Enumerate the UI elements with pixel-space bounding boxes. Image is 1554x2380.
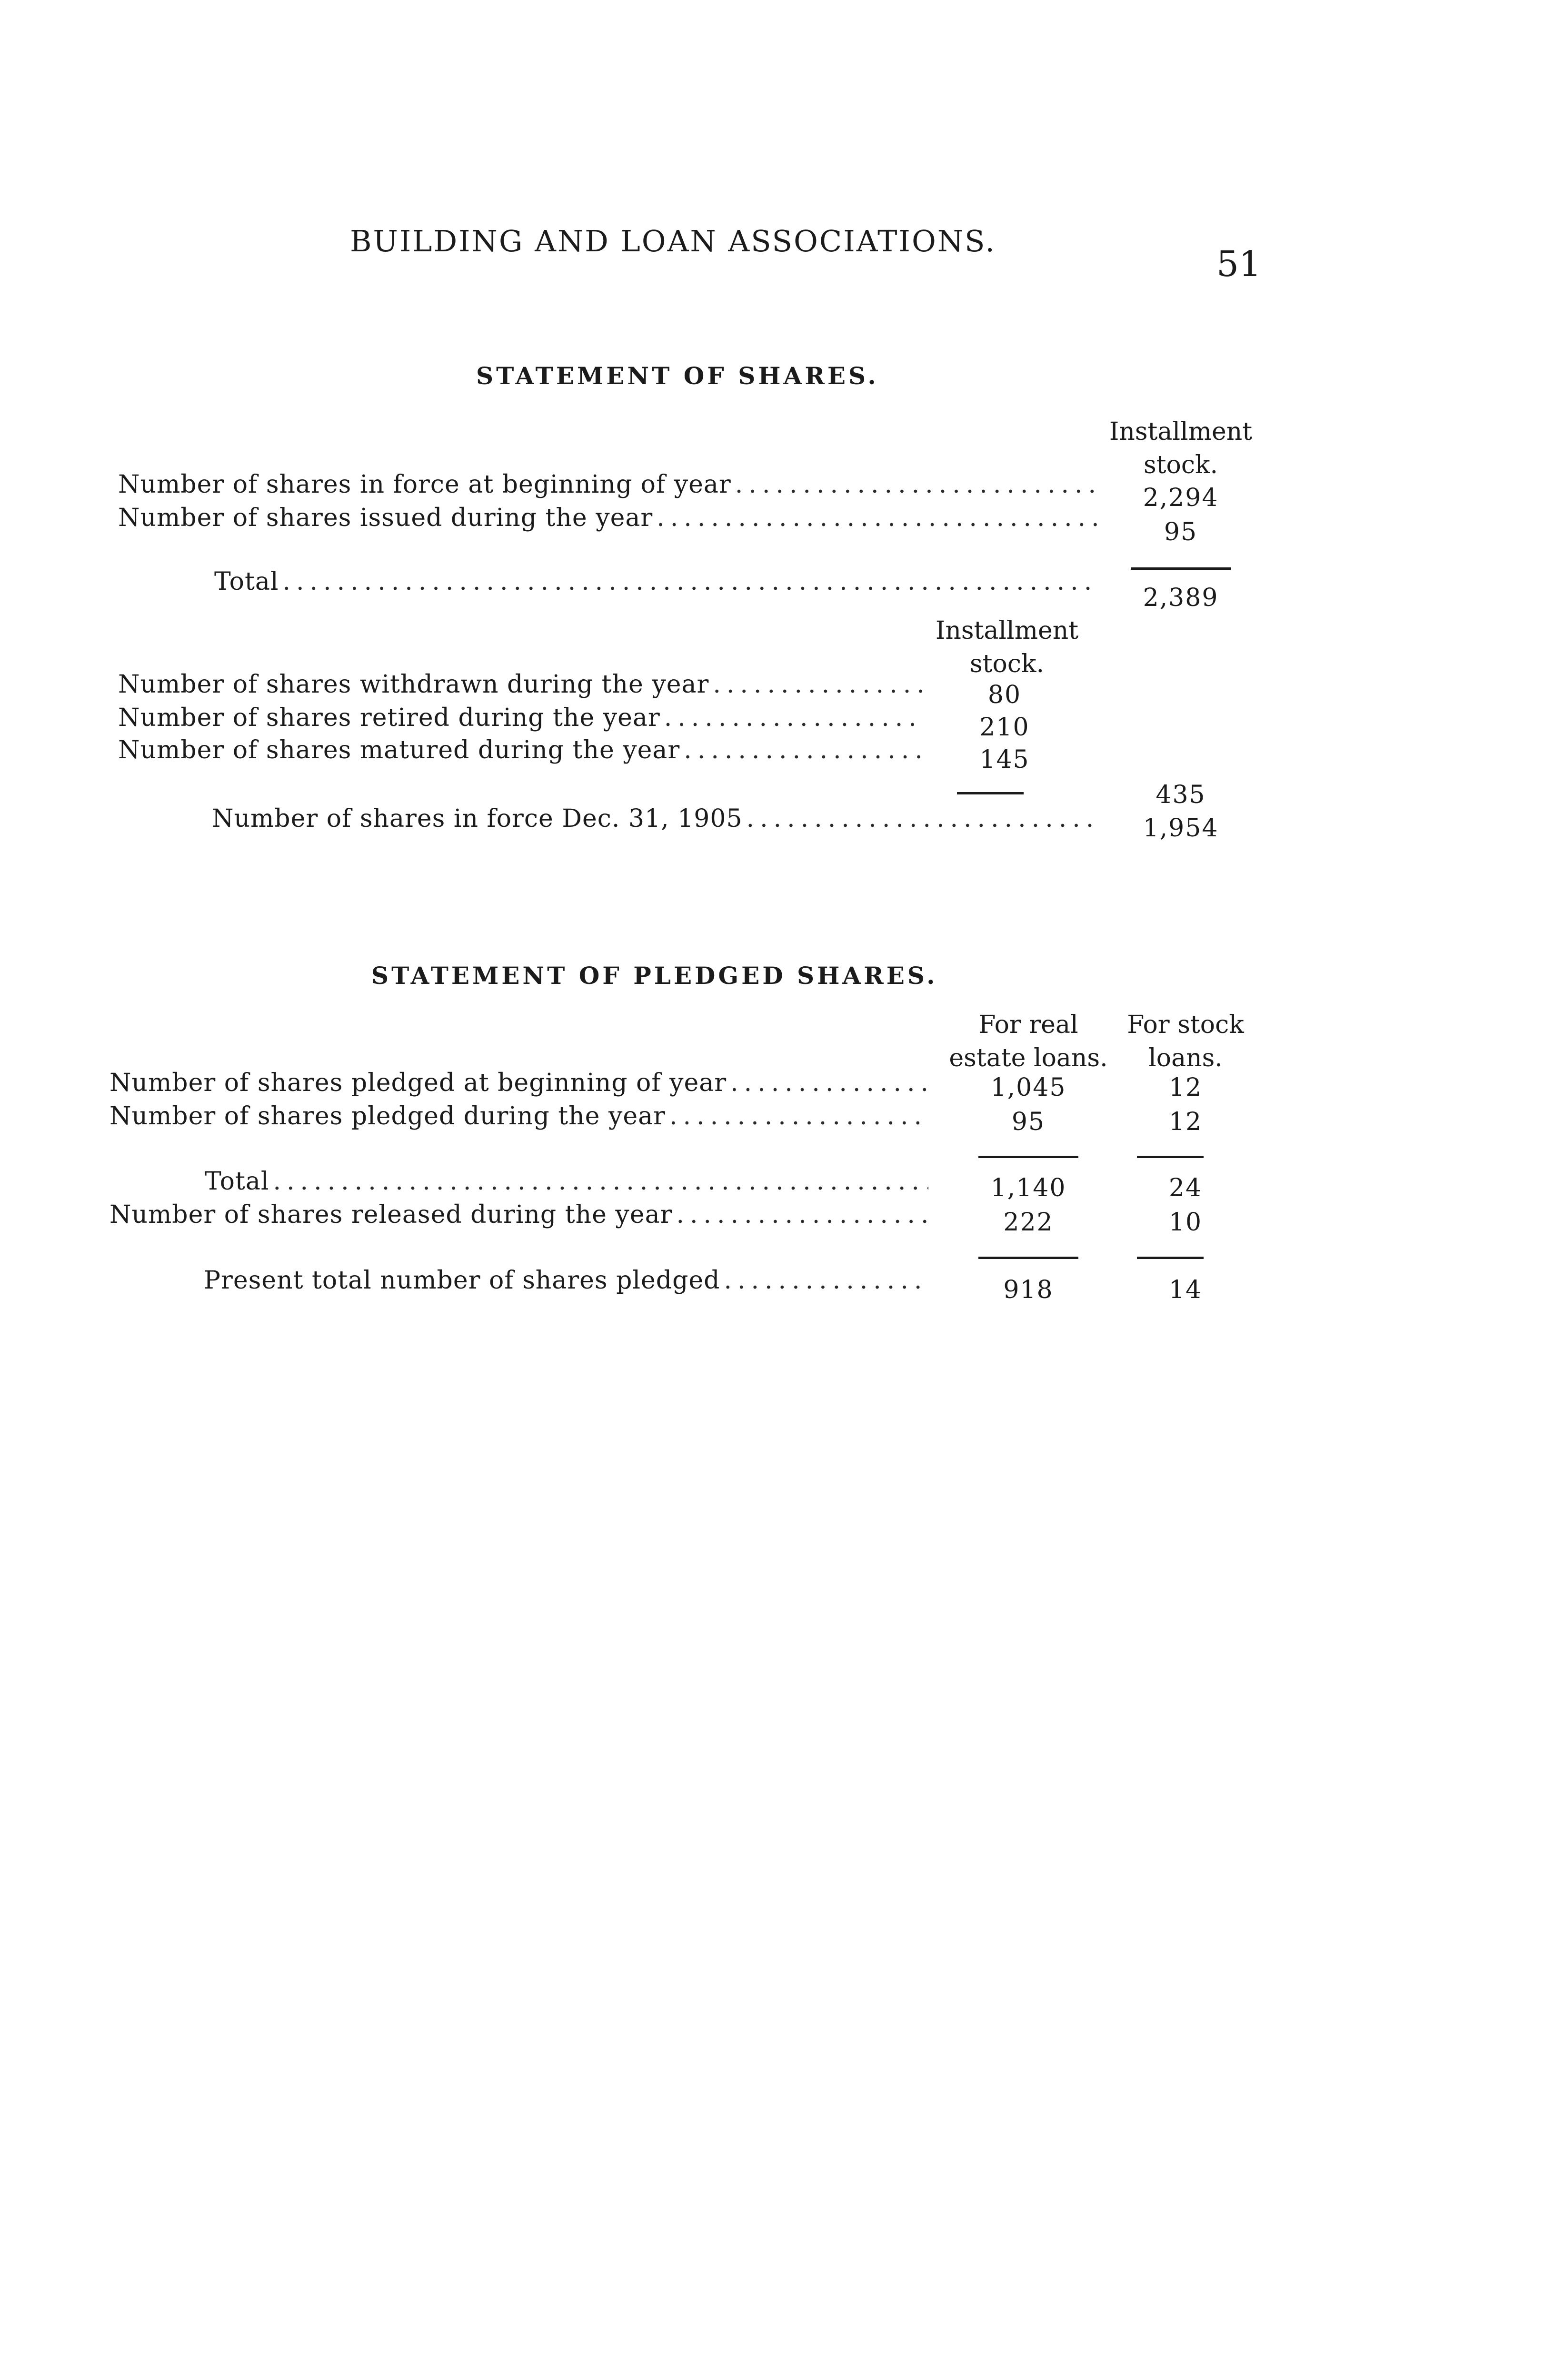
shares-col-inner-line2: stock. — [969, 650, 1045, 678]
shares-total-value: 2,389 — [1143, 584, 1219, 612]
page-number: 51 — [1216, 244, 1262, 285]
shares-row-beginning — [118, 470, 1099, 499]
shares-deduction-withdrawn — [118, 670, 923, 699]
pledged-total-real-estate-value: 1,140 — [990, 1174, 1066, 1202]
pledged-total-row — [205, 1167, 928, 1196]
pledged-row-stock-value: 12 — [1168, 1073, 1203, 1102]
shares-deductions-total: 435 — [1156, 781, 1206, 809]
pledged-col-real-estate-line2: estate loans. — [949, 1044, 1108, 1072]
pledged-row-stock-value: 12 — [1168, 1108, 1203, 1136]
pledged-col-stock-line1: For stock — [1127, 1011, 1244, 1039]
running-title: BUILDING AND LOAN ASSOCIATIONS. — [350, 224, 996, 258]
shares-deduction-retired — [118, 704, 923, 732]
pledged-column-header-stock — [1114, 1008, 1257, 1075]
pledged-total-label: Total — [205, 1167, 269, 1196]
shares-col-inner-line1: Installment — [935, 616, 1079, 645]
shares-total-row — [214, 567, 1099, 596]
pledged-subtotal-rule-stock — [1137, 1156, 1204, 1158]
shares-deduction-label: Number of shares matured during the year — [118, 736, 680, 764]
pledged-col-stock-line2: loans. — [1148, 1044, 1223, 1072]
shares-deduction-rule — [957, 792, 1024, 794]
shares-total-label: Total — [214, 567, 279, 596]
shares-row-value: 2,294 — [1143, 484, 1219, 512]
pledged-present-stock-value: 14 — [1168, 1276, 1203, 1304]
pledged-present-rule-stock — [1137, 1257, 1204, 1259]
shares-column-header-right — [1086, 415, 1276, 482]
shares-deduction-label: Number of shares withdrawn during the year — [118, 670, 709, 699]
pledged-row-label: Number of shares pledged at beginning of year — [110, 1069, 727, 1097]
pledged-present-row — [204, 1266, 928, 1295]
pledged-released-real-estate-value: 222 — [1003, 1208, 1054, 1237]
shares-section-title: STATEMENT OF SHARES. — [476, 362, 879, 390]
pledged-present-rule-real-estate — [978, 1257, 1078, 1259]
pledged-row-during — [110, 1102, 928, 1130]
shares-subtotal-rule — [1131, 567, 1231, 570]
shares-col-right-line1: Installment — [1109, 417, 1253, 446]
shares-deduction-value: 80 — [987, 681, 1022, 709]
pledged-released-row — [110, 1200, 928, 1229]
shares-row-label: Number of shares issued during the year — [118, 504, 653, 532]
shares-in-force-row — [212, 804, 1099, 833]
pledged-row-real-estate-value: 1,045 — [990, 1073, 1066, 1102]
pledged-present-real-estate-value: 918 — [1003, 1276, 1054, 1304]
pledged-column-header-real-estate — [928, 1008, 1128, 1075]
shares-deduction-label: Number of shares retired during the year — [118, 704, 660, 732]
shares-deduction-value: 145 — [979, 745, 1030, 774]
pledged-total-stock-value: 24 — [1168, 1174, 1203, 1202]
shares-column-header-inner — [912, 614, 1102, 681]
pledged-subtotal-rule-real-estate — [978, 1156, 1078, 1158]
pledged-present-label: Present total number of shares pledged — [204, 1266, 720, 1295]
pledged-row-beginning — [110, 1069, 928, 1097]
shares-row-label: Number of shares in force at beginning of year — [118, 470, 731, 499]
shares-col-right-line2: stock. — [1143, 451, 1218, 479]
pledged-released-stock-value: 10 — [1168, 1208, 1203, 1237]
pledged-released-label: Number of shares released during the year — [110, 1200, 673, 1229]
shares-in-force-value: 1,954 — [1143, 814, 1219, 843]
shares-row-issued — [118, 504, 1099, 532]
pledged-section-title: STATEMENT OF PLEDGED SHARES. — [371, 962, 938, 990]
shares-deduction-value: 210 — [979, 713, 1030, 742]
shares-in-force-label: Number of shares in force Dec. 31, 1905 — [212, 804, 743, 833]
shares-deduction-matured — [118, 736, 923, 764]
pledged-row-real-estate-value: 95 — [1011, 1108, 1046, 1136]
pledged-row-label: Number of shares pledged during the year — [110, 1102, 666, 1130]
shares-row-value: 95 — [1164, 518, 1198, 546]
pledged-col-real-estate-line1: For real — [978, 1011, 1078, 1039]
